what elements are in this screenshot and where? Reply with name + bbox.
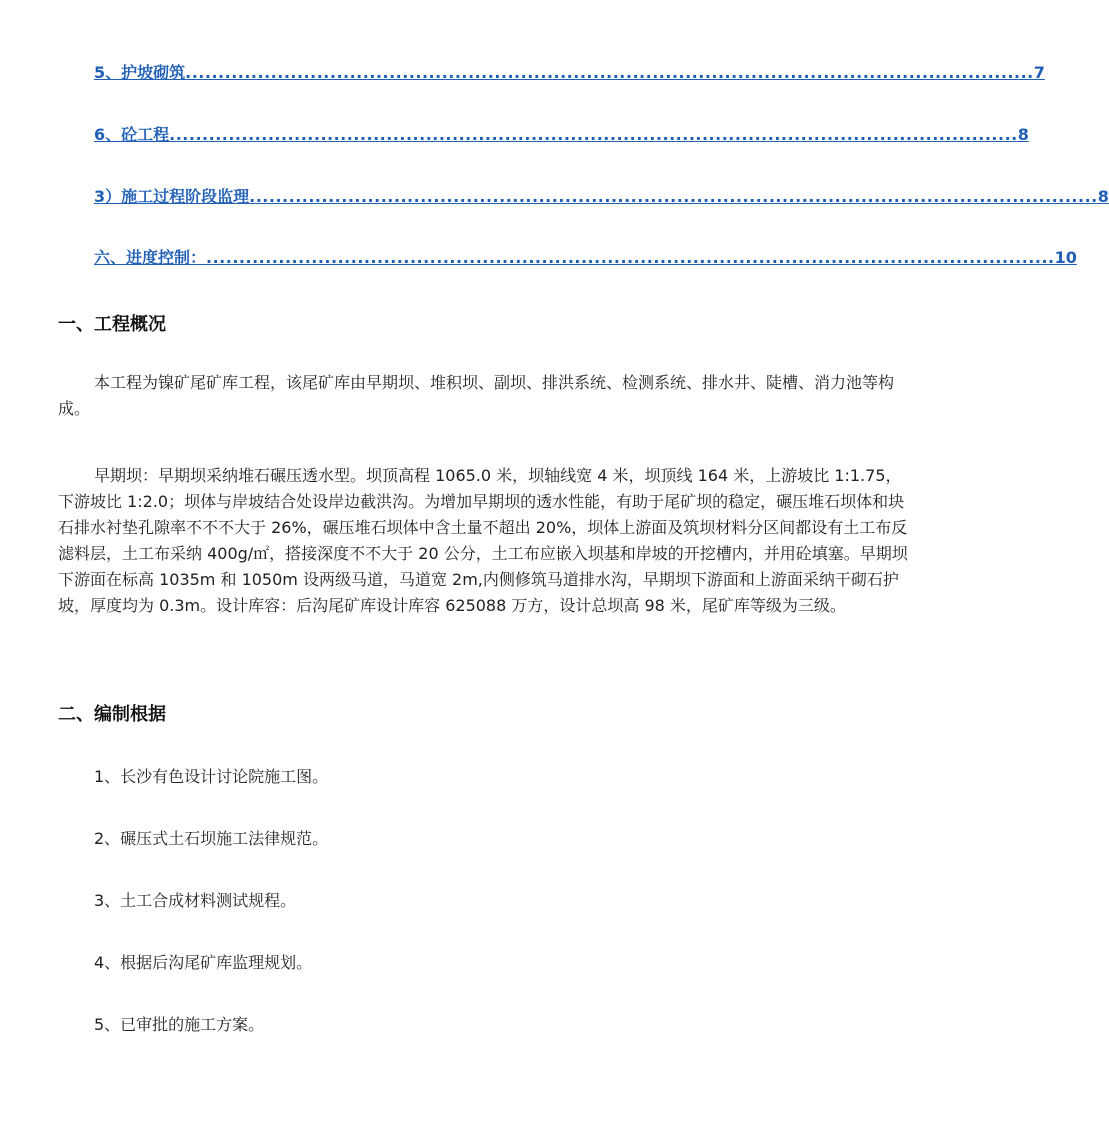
section-heading-overview: 一、工程概况 <box>58 314 166 335</box>
toc-entry-concrete-works[interactable] <box>94 122 1029 145</box>
toc-entry-title: 5、护坡砌筑 <box>94 63 186 82</box>
toc-entry-page: 8 <box>1097 187 1109 206</box>
early-dam-paragraph <box>58 463 908 619</box>
toc-entry-page: 8 <box>1017 125 1029 144</box>
toc-entry-page: 7 <box>1033 63 1045 82</box>
basis-list-item: 4、根据后沟尾矿库监理规划。 <box>94 953 313 972</box>
overview-paragraph-text: 本工程为镍矿尾矿库工程，该尾矿库由早期坝、堆积坝、副坝、排洪系统、检测系统、排水井、陡槽、消力池等构成。 <box>58 373 895 418</box>
toc-entry-title: 3）施工过程阶段监理 <box>94 187 250 206</box>
early-dam-paragraph-text: 早期坝：早期坝采纳堆石碾压透水型。坝顶高程 1065.0 米，坝轴线宽 4 米，坝顶线 164 米，上游坡比 1:1.75，下游坡比 1:2.0；坝体与岸坡结合处设岸边截洪沟。为增加早期坝的透水性能，有助于尾矿坝的稳定，碾压堆石坝体和块石排水衬垫孔隙率不不不大于 26%，碾压堆石坝体中含土量不超出 20%，坝体上游面及筑坝材料分区间都设有土工布反滤料层，土工布采纳 400g/㎡，搭接深度不不大于 20 公分，土工布应嵌入坝基和岸坡的开挖槽内，并用砼填塞。早期坝下游面在标高 1035m 和 1050m 设两级马道，马道宽 2m,内侧修筑马道排水沟，早期坝下游面和上游面采纳干砌石护坡，厚度均为 0.3m。设计库容：后沟尾矿库设计库容 625088 万方，设计总坝高 98 米，尾矿库等级为三级。 <box>58 466 908 615</box>
toc-dot-leader: ................................................................................................................................. <box>185 63 1034 82</box>
basis-list-item: 1、长沙有色设计讨论院施工图。 <box>94 767 329 786</box>
toc-entry-title: 6、砼工程 <box>94 125 170 144</box>
toc-entry-page: 10 <box>1054 248 1077 267</box>
toc-dot-leader: ................................................................................................................................. <box>206 248 1055 267</box>
toc-dot-leader: ................................................................................................................................. <box>249 187 1098 206</box>
toc-dot-leader: ................................................................................................................................. <box>169 125 1018 144</box>
toc-entry-construction-supervision[interactable] <box>94 184 1109 207</box>
toc-entry-title: 六、进度控制： <box>94 248 207 267</box>
toc-entry-protective-slope[interactable] <box>94 60 1045 83</box>
basis-list-item: 3、土工合成材料测试规程。 <box>94 891 297 910</box>
basis-list-item: 5、已审批的施工方案。 <box>94 1015 265 1034</box>
overview-paragraph <box>58 370 908 422</box>
toc-entry-progress-control[interactable] <box>94 245 1077 268</box>
basis-list-item: 2、碾压式土石坝施工法律规范。 <box>94 829 329 848</box>
section-heading-basis: 二、编制根据 <box>58 704 166 725</box>
